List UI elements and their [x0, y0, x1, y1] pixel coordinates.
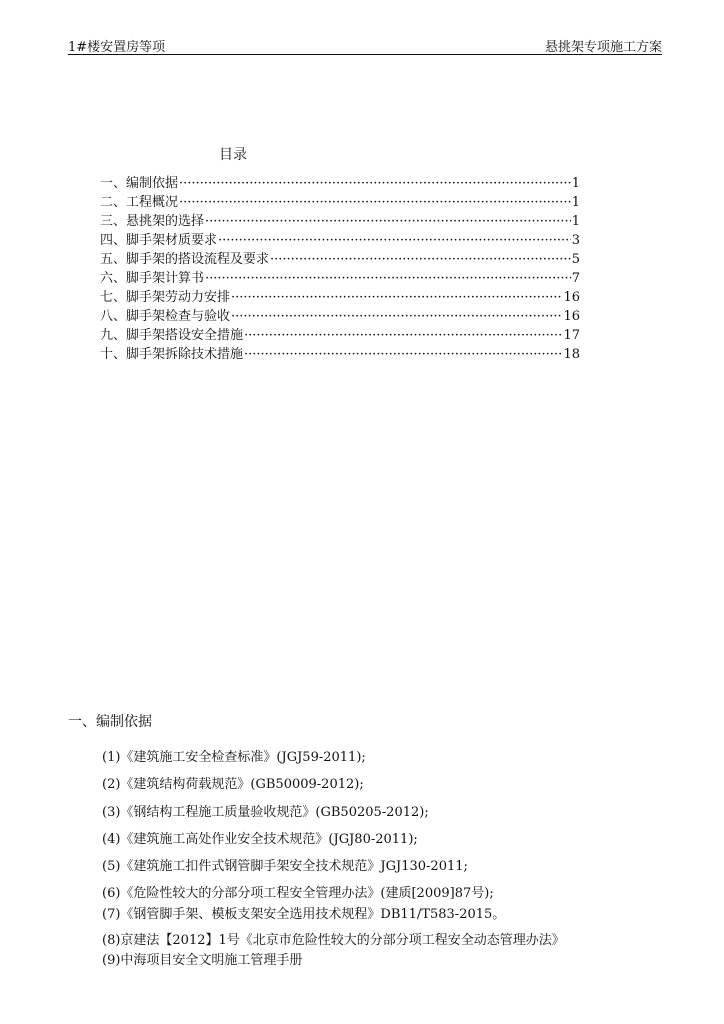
table-of-contents [100, 172, 580, 362]
toc-entry-page: 1 [571, 195, 580, 210]
reference-item: (1)《建筑施工安全检查标准》(JGJ59-2011); [102, 750, 366, 765]
toc-entry-label: 六、脚手架计算书 [100, 271, 205, 286]
toc-entry[interactable] [100, 286, 580, 305]
toc-entry-page: 5 [571, 252, 580, 267]
toc-entry-label: 五、脚手架的搭设流程及要求 [100, 252, 270, 267]
toc-leader-dots [231, 290, 562, 305]
toc-entry[interactable] [100, 191, 580, 210]
toc-entry[interactable] [100, 267, 580, 286]
toc-entry-page: 17 [563, 328, 580, 343]
toc-leader-dots [231, 309, 562, 324]
header-document-title: 悬挑架专项施工方案 [544, 40, 662, 55]
toc-leader-dots [270, 252, 571, 267]
toc-entry-label: 一、编制依据 [100, 176, 179, 191]
toc-entry[interactable] [100, 324, 580, 343]
toc-leader-dots [179, 176, 571, 191]
toc-entry-page: 18 [563, 347, 580, 362]
toc-entry[interactable] [100, 172, 580, 191]
toc-entry[interactable] [100, 210, 580, 229]
reference-item: (2)《建筑结构荷载规范》(GB50009-2012); [102, 777, 364, 792]
toc-entry-page: 1 [571, 176, 580, 191]
reference-item: (5)《建筑施工扣件式钢管脚手架安全技术规范》JGJ130-2011; [102, 859, 468, 874]
reference-item: (6)《危险性较大的分部分项工程安全管理办法》(建质[2009]87号); [102, 886, 494, 901]
toc-entry-label: 八、脚手架检查与验收 [100, 309, 231, 324]
toc-leader-dots [218, 233, 571, 248]
toc-entry-label: 四、脚手架材质要求 [100, 233, 218, 248]
header-project-name: 1#楼安置房等项 [68, 40, 166, 55]
toc-entry[interactable] [100, 343, 580, 362]
toc-leader-dots [244, 328, 562, 343]
reference-item: (4)《建筑施工高处作业安全技术规范》(JGJ80-2011); [102, 832, 418, 847]
toc-title: 目录 [219, 147, 247, 163]
reference-item: (7)《钢管脚手架、模板支架安全选用技术规程》DB11/T583-2015。 [102, 907, 506, 922]
toc-entry-page: 3 [571, 233, 580, 248]
toc-entry[interactable] [100, 248, 580, 267]
toc-entry-label: 二、工程概况 [100, 195, 179, 210]
toc-leader-dots [205, 271, 571, 286]
reference-item: (9)中海项目安全文明施工管理手册 [102, 953, 303, 968]
header-divider [68, 54, 662, 55]
page-header [68, 36, 662, 56]
reference-item: (3)《钢结构工程施工质量验收规范》(GB50205-2012); [102, 805, 429, 820]
toc-leader-dots [244, 347, 562, 362]
toc-entry[interactable] [100, 229, 580, 248]
toc-entry-page: 16 [563, 309, 580, 324]
reference-item: (8)京建法【2012】1号《北京市危险性较大的分部分项工程安全动态管理办法》 [102, 933, 565, 948]
toc-entry-page: 1 [571, 214, 580, 229]
toc-entry[interactable] [100, 305, 580, 324]
section-heading: 一、编制依据 [68, 714, 152, 730]
toc-entry-label: 三、悬挑架的选择 [100, 214, 205, 229]
toc-entry-page: 7 [571, 271, 580, 286]
toc-entry-page: 16 [563, 290, 580, 305]
toc-entry-label: 十、脚手架拆除技术措施 [100, 347, 244, 362]
toc-entry-label: 九、脚手架搭设安全措施 [100, 328, 244, 343]
toc-leader-dots [179, 195, 571, 210]
toc-leader-dots [205, 214, 571, 229]
toc-entry-label: 七、脚手架劳动力安排 [100, 290, 231, 305]
